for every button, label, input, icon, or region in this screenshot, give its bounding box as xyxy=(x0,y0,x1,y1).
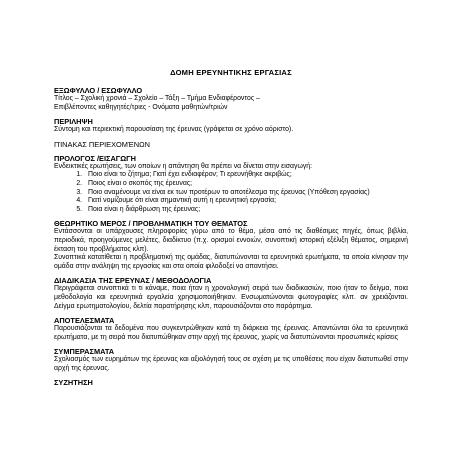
abstract-heading: ΠΕΡΙΛΗΨΗ xyxy=(54,117,93,127)
method-section xyxy=(54,276,408,311)
theory-section xyxy=(54,219,408,271)
conclusions-section xyxy=(54,347,408,373)
results-heading: ΑΠΟΤΕΛΕΣΜΑΤΑ xyxy=(54,316,115,326)
conclusions-heading: ΣΥΜΠΕΡΑΣΜΑΤΑ xyxy=(54,347,115,357)
cover-line: Επιβλέποντες καθηγητές/τριες - Ονόματα μαθητών/τριών xyxy=(54,103,228,111)
cover-line: Τίτλος – Σχολική χρονιά – Σχολείο – Τάξη – Τμήμα Ενδιαφέροντος – xyxy=(54,95,260,102)
theory-heading: ΘΕΩΡΗΤΙΚΟ ΜΕΡΟΣ / ΠΡΟΒΛΗΜΑΤΙΚΗ ΤΟΥ ΘΕΜΑΤΟΣ xyxy=(54,219,248,229)
theory-paragraph: Εντάσσονται οι υπάρχουσες πληροφορίες γύρω από το θέμα, μέσα από τις διαθέσιμες πηγές, όπως βιβλία, περιοδικά, προηγούμενες μελέτες, διαδίκτυο (π.χ. ορισμοί εννοιών, συνοπτική ιστορική εξέλιξη θέματος, σημερινή έκταση του προβλήματος κλπ). xyxy=(54,228,408,253)
cover-section xyxy=(54,86,408,112)
toc-section xyxy=(54,140,408,149)
discussion-section xyxy=(54,378,408,387)
list-item: 4. Γιατί νομίζουμε ότι είναι σημαντική αυτή η ερευνητική εργασία; xyxy=(84,197,408,206)
conclusions-text: Σχολιασμός των ευρημάτων της έρευνας και αξιολόγησή τους σε σχέση με τις υποθέσεις που είχαν διατυπωθεί στην αρχή της έρευνας. xyxy=(54,356,408,372)
results-section xyxy=(54,316,408,342)
abstract-text: Σύντομη και περιεκτική παρουσίαση της έρευνας (γράφεται σε χρόνο αόριστο). xyxy=(54,126,294,134)
cover-heading: ΕΞΩΦΥΛΛΟ / ΕΣΩΦΥΛΛΟ xyxy=(54,86,143,95)
list-item: 5. Ποια είναι η διάρθρωση της έρευνας; xyxy=(84,206,408,215)
list-item: 3. Ποιο αναμένουμε να είναι εκ των προτέρων το αποτέλεσμα της έρευνας (Υπόθεση εργασίας) xyxy=(84,189,408,198)
intro-heading: ΠΡΟΛΟΓΟΣ /ΕΙΣΑΓΩΓΗ xyxy=(54,153,136,163)
list-item: 1. Ποιο είναι το ζήτημα; Γιατί έχει ενδιαφέρον; Τι ερευνήθηκε ακριβώς; xyxy=(84,171,408,180)
method-heading: ΔΙΑΔΙΚΑΣΙΑ ΤΗΣ ΕΡΕΥΝΑΣ / ΜΕΘΟΔΟΛΟΓΙΑ xyxy=(54,276,212,286)
list-item: 2. Ποιος είναι ο σκοπός της έρευνας; xyxy=(84,180,408,189)
toc-heading: ΠΊΝΑΚΑΣ ΠΕΡΙΕΧΟΜΈΝΩΝ xyxy=(54,139,150,149)
intro-text: Ενδεικτικές ερωτήσεις, των οποίων η απάντηση θα πρέπει να δίνεται στην εισαγωγή: xyxy=(54,162,313,170)
theory-paragraph: Συνοπτικά κατατίθεται η προβληματική της ομάδας, διατυπώνονται τα ερευνητικά ερωτήματα, τα οποία κίνησαν την ομάδα στην ανάληψη της εργασίας και στα οποία φιλοδοξεί να απαντήσει. xyxy=(54,254,408,270)
document-title: ΔΟΜΗ ΕΡΕΥΝΗΤΙΚΗΣ ΕΡΓΑΣΙΑΣ xyxy=(170,68,292,77)
intro-section xyxy=(54,154,408,215)
results-text: Παρουσιάζονται τα δεδομένα που συγκεντρώθηκαν κατά τη διάρκεια της έρευνας. Απαντώνται όλα τα ερευνητικά ερωτήματα, με τη σειρά που διατυπώθηκαν στην αρχή της έρευνας, χωρίς να διατυπώνονται προσωπικές κρίσεις xyxy=(54,325,408,341)
intro-question-list xyxy=(54,171,408,214)
discussion-heading: ΣΥΖΗΤΗΣΗ xyxy=(54,378,93,388)
method-text: Περιγράφεται συνοπτικά τι τι κάναμε, ποια ήταν η χρονολογική σειρά των διαδικασιών, ποιο ήταν το δείγμα, ποια μεθοδολογία και ερευνητικά εργαλεία χρησιμοποιήθηκαν. Ενσωματώνονται φωτογραφίες κλπ. αν χρειάζονται. Δείγμα ερωτηματολογίου, δελτία παρατήρησης κλπ, παρουσιάζονται στο παράρτημα. xyxy=(54,285,408,310)
abstract-section xyxy=(54,117,408,135)
